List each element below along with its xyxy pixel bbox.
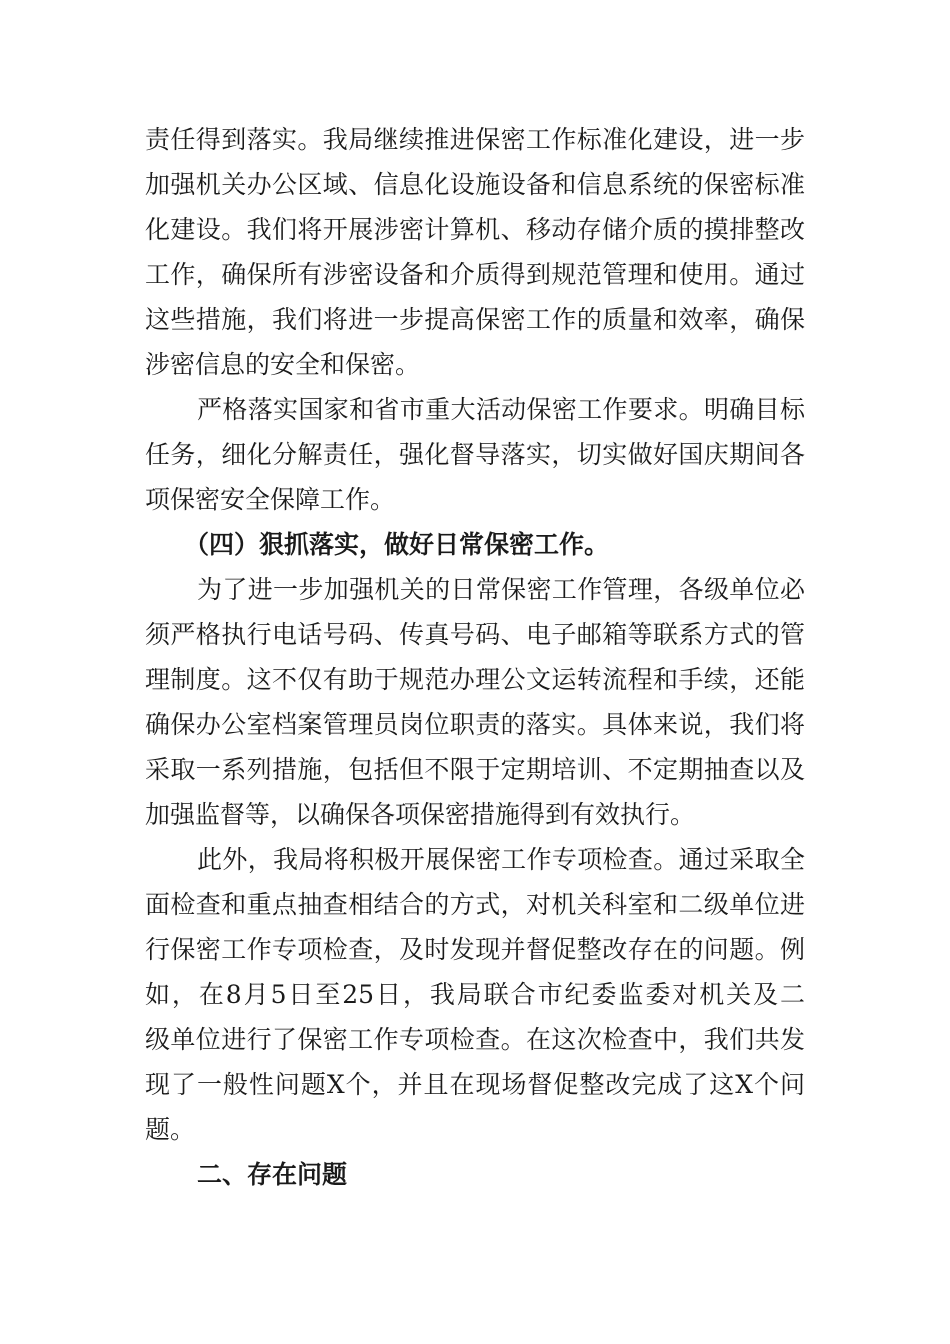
subheading-4: [0, 522, 950, 567]
text-line: 项保密安全保障工作。: [145, 485, 396, 514]
paragraph-4-line-7: [0, 1107, 950, 1152]
section-heading-2: [0, 1152, 950, 1197]
paragraph-2-line-3: [0, 477, 950, 522]
text-line: 责任得到落实。我局继续推进保密工作标准化建设，进一步: [145, 125, 805, 154]
text-line: 涉密信息的安全和保密。: [145, 350, 421, 379]
paragraph-4-line-5: [0, 1017, 950, 1062]
paragraph-1-line-4: [0, 252, 950, 297]
paragraph-4-line-3: [0, 927, 950, 972]
paragraph-3-line-5: [0, 747, 950, 792]
paragraph-3-line-4: [0, 702, 950, 747]
text-line: 任务，细化分解责任，强化督导落实，切实做好国庆期间各: [145, 440, 805, 469]
text-line: 为了进一步加强机关的日常保密工作管理，各级单位必: [197, 575, 805, 604]
paragraph-4-line-6: [0, 1062, 950, 1107]
text-line: 理制度。这不仅有助于规范办理公文运转流程和手续，还能: [145, 665, 805, 694]
paragraph-3-line-6: [0, 792, 950, 837]
text-line: 此外，我局将积极开展保密工作专项检查。通过采取全: [197, 845, 805, 874]
text-line: 级单位进行了保密工作专项检查。在这次检查中，我们共发: [145, 1025, 805, 1054]
paragraph-3-line-1: [0, 567, 950, 612]
text-line: 加强监督等，以确保各项保密措施得到有效执行。: [145, 800, 696, 829]
text-line: 确保办公室档案管理员岗位职责的落实。具体来说，我们将: [145, 710, 805, 739]
text-line: 采取一系列措施，包括但不限于定期培训、不定期抽查以及: [145, 755, 805, 784]
text-line: 题。: [145, 1115, 196, 1144]
text-line: 面检查和重点抽查相结合的方式，对机关科室和二级单位进: [145, 890, 805, 919]
paragraph-1-line-1: [0, 117, 950, 162]
paragraph-4-line-2: [0, 882, 950, 927]
paragraph-4-line-1: [0, 837, 950, 882]
text-line: 须严格执行电话号码、传真号码、电子邮箱等联系方式的管: [145, 620, 805, 649]
text-line: 这些措施，我们将进一步提高保密工作的质量和效率，确保: [145, 305, 805, 334]
paragraph-3-line-3: [0, 657, 950, 702]
text-line: 工作，确保所有涉密设备和介质得到规范管理和使用。通过: [145, 260, 805, 289]
paragraph-1-line-5: [0, 297, 950, 342]
paragraph-1-line-2: [0, 162, 950, 207]
text-line: 严格落实国家和省市重大活动保密工作要求。明确目标: [197, 395, 805, 424]
paragraph-2-line-1: [0, 387, 950, 432]
paragraph-1-line-6: [0, 342, 950, 387]
text-line: 现了一般性问题X个，并且在现场督促整改完成了这X个问: [145, 1070, 805, 1099]
text-line: 如，在8月5日至25日，我局联合市纪委监委对机关及二: [145, 980, 805, 1009]
text-line: 行保密工作专项检查，及时发现并督促整改存在的问题。例: [145, 935, 805, 964]
section-heading-text: 二、存在问题: [197, 1160, 348, 1189]
text-line: 加强机关办公区域、信息化设施设备和信息系统的保密标准: [145, 170, 805, 199]
paragraph-2-line-2: [0, 432, 950, 477]
subheading-text: （四）狠抓落实，做好日常保密工作。: [184, 530, 610, 559]
text-line: 化建设。我们将开展涉密计算机、移动存储介质的摸排整改: [145, 215, 805, 244]
paragraph-4-line-4: [0, 972, 950, 1017]
paragraph-1-line-3: [0, 207, 950, 252]
paragraph-3-line-2: [0, 612, 950, 657]
